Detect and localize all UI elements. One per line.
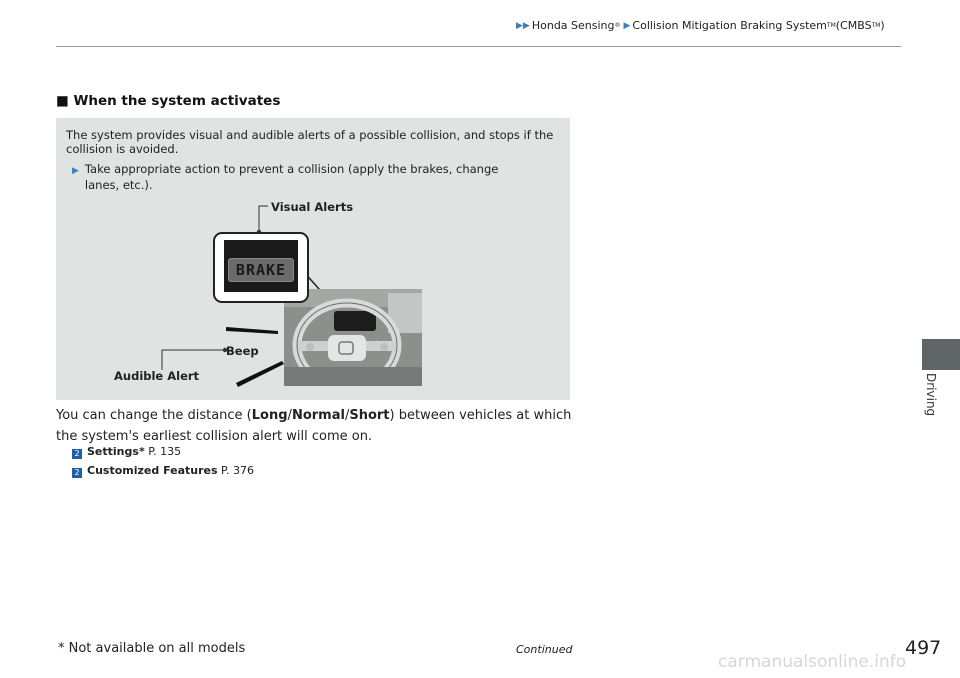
square-bullet-icon: ■ <box>56 93 69 109</box>
body-text-end: ) between vehicles at which the system's earliest collision alert will come on. <box>56 408 572 444</box>
reference-asterisk: * <box>138 445 145 458</box>
brake-warning-text: BRAKE <box>235 261 287 279</box>
triangle-icon: ▶ <box>72 166 79 176</box>
info-box-subpoint-text: Take appropriate action to prevent a collision (apply the brakes, change lanes, etc.). <box>84 162 499 192</box>
reference-link-settings[interactable] <box>72 445 181 459</box>
reference-title: Settings <box>87 445 139 458</box>
reference-link-customized-features[interactable] <box>72 464 254 478</box>
option-normal: Normal <box>291 408 345 423</box>
audible-alert-label: Audible Alert <box>114 369 200 383</box>
triangle-icon: ▶▶ <box>516 20 530 31</box>
trademark-mark: TM <box>871 22 881 29</box>
triangle-icon: ▶ <box>623 20 631 31</box>
reference-arrow-icon: 2 <box>72 468 82 478</box>
separator: / <box>287 408 292 423</box>
visual-alerts-label: Visual Alerts <box>271 200 354 214</box>
reference-arrow-icon: 2 <box>72 449 82 459</box>
info-box-text: The system provides visual and audible alerts of a possible collision, and stops if the collision is avoided. <box>66 128 554 156</box>
breadcrumb-abbr-close: ) <box>880 19 885 32</box>
reference-page: P. 135 <box>144 445 182 458</box>
trademark-mark: TM <box>826 22 836 29</box>
option-long: Long <box>251 408 288 423</box>
watermark: carmanualsonline.info <box>718 652 907 672</box>
reference-page: P. 376 <box>217 464 254 477</box>
chapter-tab-label: Driving <box>924 373 938 417</box>
breadcrumb-abbr-open: (CMBS <box>835 19 872 32</box>
page-number: 497 <box>905 637 942 659</box>
body-text-start: You can change the distance ( <box>56 408 252 423</box>
body-paragraph <box>56 405 576 447</box>
section-heading-text: When the system activates <box>73 93 281 109</box>
dashboard-image <box>284 289 422 386</box>
footnote: * Not available on all models <box>58 641 246 656</box>
separator: / <box>344 408 350 423</box>
beep-label: Beep <box>226 344 259 358</box>
breadcrumb-item-honda-sensing[interactable]: Honda Sensing <box>531 19 615 32</box>
reference-title: Customized Features <box>87 464 218 477</box>
continued-label: Continued <box>516 643 573 656</box>
brake-warning-badge <box>228 258 294 282</box>
option-short: Short <box>349 408 390 423</box>
registered-mark: ® <box>614 22 621 29</box>
breadcrumb-item-cmbs[interactable]: Collision Mitigation Braking System <box>632 19 827 32</box>
